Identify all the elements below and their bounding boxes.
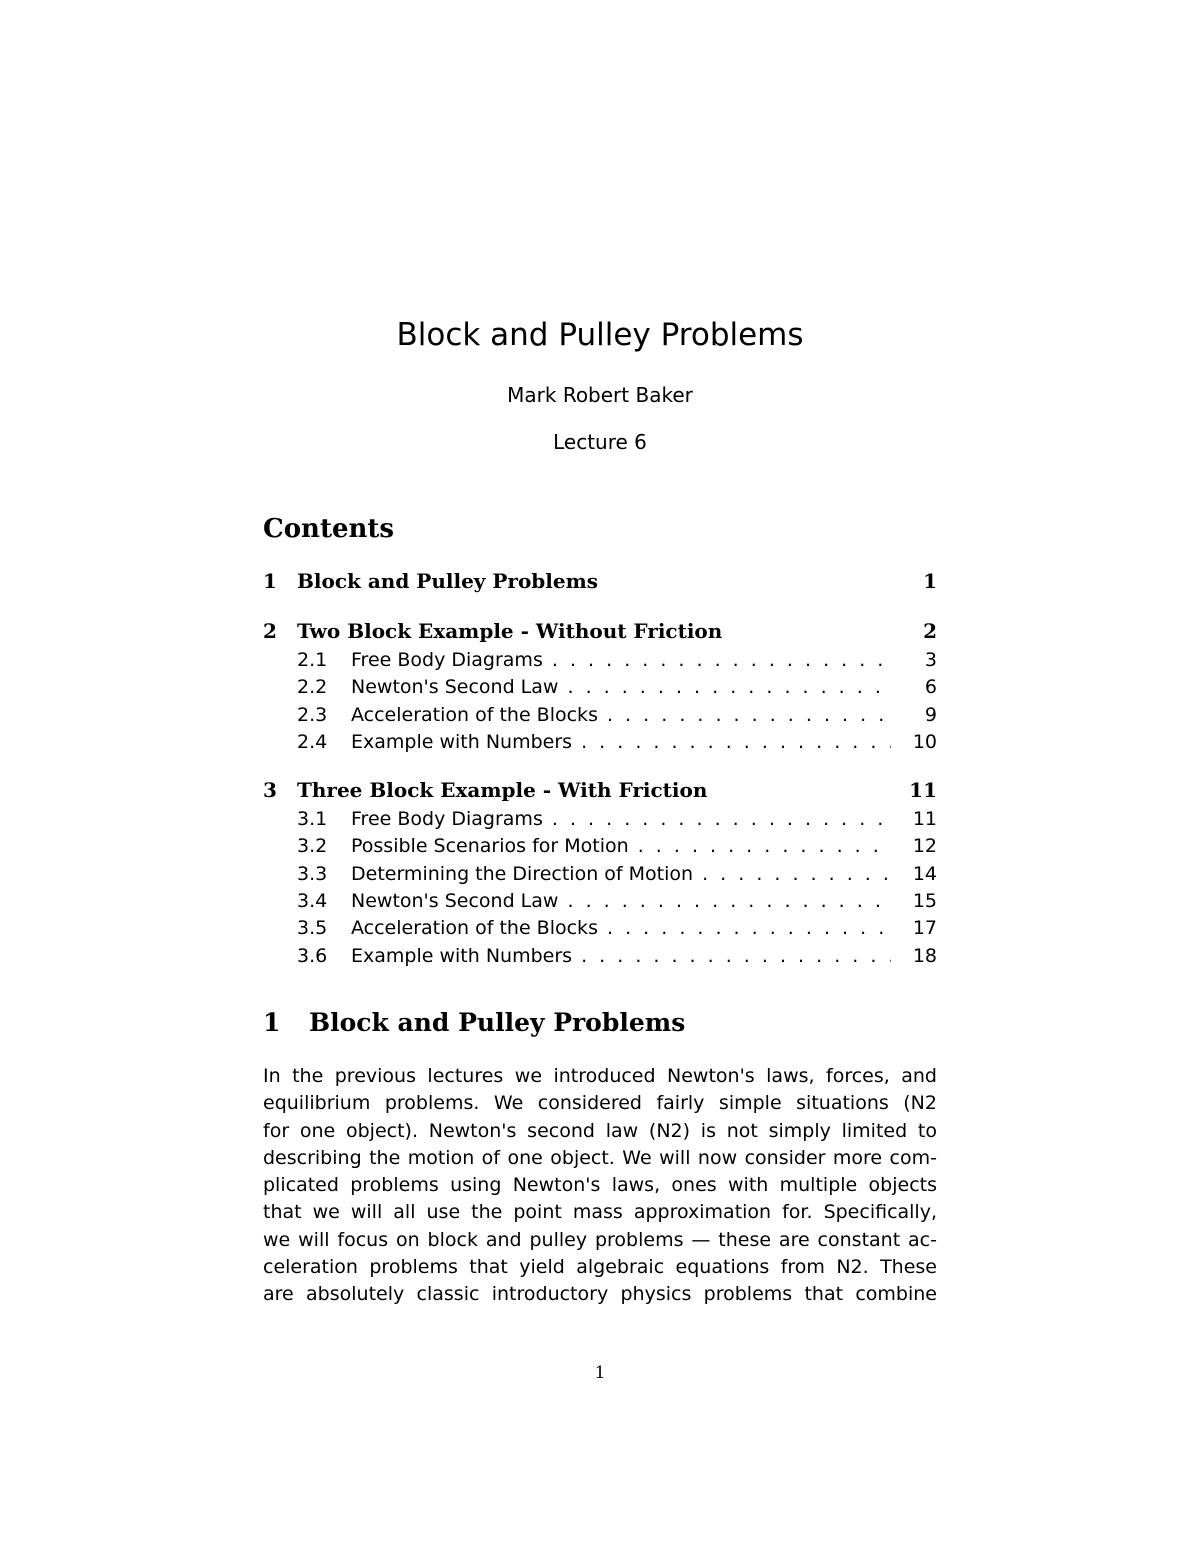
toc-section-number: 2 <box>263 619 277 643</box>
paragraph-line: equilibrium problems. We considered fairly simple situations (N2 <box>263 1092 937 1115</box>
toc-subsection-label: Determining the Direction of Motion . . . <box>351 861 891 888</box>
section-number: 1 <box>263 1008 281 1037</box>
toc-subsection-3-1[interactable] <box>263 806 937 833</box>
toc-section-page: 1 <box>923 569 937 593</box>
paragraph-line: describing the motion of one object. We will now consider more com- <box>263 1146 937 1169</box>
toc-subsection-3-3[interactable] <box>263 861 937 888</box>
toc-section-3[interactable] <box>263 774 937 806</box>
toc-subsection-number: 3.1 <box>297 808 328 831</box>
toc-subsection-label: Possible Scenarios for Motion . . . <box>351 833 891 860</box>
toc-section-number: 1 <box>263 569 277 593</box>
toc-subsection-number: 3.5 <box>297 917 328 940</box>
toc-subsection-page: 12 <box>912 835 937 858</box>
toc-subsection-3-5[interactable] <box>263 915 937 942</box>
toc-subsection-label: Acceleration of the Blocks . . . <box>351 915 891 942</box>
toc-subsection-number: 3.4 <box>297 890 328 913</box>
toc-section-number: 3 <box>263 778 277 803</box>
toc-subsection-label: Example with Numbers . . . <box>351 943 891 970</box>
paragraph-line: are absolutely classic introductory physics problems that combine <box>263 1283 937 1306</box>
page-number: 1 <box>594 1363 606 1383</box>
toc-subsection-label: Example with Numbers . . . <box>351 729 891 756</box>
lecture-label: Lecture 6 <box>553 430 647 454</box>
section-1-paragraph <box>263 1063 937 1309</box>
toc-section-label: Block and Pulley Problems <box>297 569 599 593</box>
toc-subsection-2-1[interactable] <box>263 647 937 674</box>
toc-subsection-label: Acceleration of the Blocks . . . <box>351 702 891 729</box>
toc-subsection-number: 2.3 <box>297 703 328 726</box>
toc-subsection-number: 3.6 <box>297 944 328 967</box>
toc-subsection-page: 11 <box>912 808 937 831</box>
paragraph-line: that we will all use the point mass approximation for. Specifically, <box>263 1201 937 1224</box>
table-of-contents <box>263 565 937 970</box>
toc-section-label: Three Block Example - With Friction <box>297 778 708 803</box>
toc-subsection-2-2[interactable] <box>263 674 937 701</box>
toc-section-label: Two Block Example - Without Friction <box>297 619 723 643</box>
toc-subsection-3-6[interactable] <box>263 943 937 970</box>
toc-subsection-page: 6 <box>924 676 937 699</box>
contents-heading: Contents <box>263 514 395 544</box>
toc-subsection-page: 10 <box>912 730 937 753</box>
toc-subsection-page: 17 <box>912 917 937 940</box>
toc-subsection-label: Free Body Diagrams . . . <box>351 806 891 833</box>
toc-subsection-page: 14 <box>912 862 937 885</box>
toc-subsection-page: 9 <box>924 703 937 726</box>
author-name: Mark Robert Baker <box>507 383 693 407</box>
toc-subsection-2-4[interactable] <box>263 729 937 756</box>
toc-subsection-page: 3 <box>924 649 937 671</box>
toc-subsection-label: Newton's Second Law . . . <box>351 888 891 915</box>
toc-subsection-number: 2.1 <box>297 649 328 671</box>
toc-subsection-page: 15 <box>912 890 937 913</box>
paragraph-line: we will focus on block and pulley problems — these are constant ac- <box>263 1228 937 1251</box>
section-title: Block and Pulley Problems <box>309 1008 686 1037</box>
document-title: Block and Pulley Problems <box>396 317 804 353</box>
paragraph-line: In the previous lectures we introduced Newton's laws, forces, and <box>263 1065 937 1087</box>
toc-subsection-number: 3.3 <box>297 862 328 885</box>
section-1-heading <box>263 1006 685 1040</box>
toc-subsection-3-4[interactable] <box>263 888 937 915</box>
toc-subsection-number: 3.2 <box>297 835 328 858</box>
toc-section-page: 11 <box>909 778 937 803</box>
toc-section-1[interactable] <box>263 565 937 597</box>
toc-section-page: 2 <box>923 619 937 643</box>
toc-subsection-2-3[interactable] <box>263 702 937 729</box>
toc-subsection-label: Newton's Second Law . . . <box>351 674 891 701</box>
paragraph-line: celeration problems that yield algebraic equations from N2. These <box>263 1256 937 1279</box>
toc-section-2[interactable] <box>263 615 937 647</box>
paragraph-line: plicated problems using Newton's laws, ones with multiple objects <box>263 1174 937 1197</box>
paragraph-line: for one object). Newton's second law (N2) is not simply limited to <box>263 1119 937 1142</box>
toc-subsection-label: Free Body Diagrams . . . <box>351 647 891 674</box>
toc-subsection-number: 2.4 <box>297 730 328 753</box>
toc-subsection-3-2[interactable] <box>263 833 937 860</box>
toc-subsection-page: 18 <box>912 944 937 967</box>
toc-subsection-number: 2.2 <box>297 676 328 699</box>
